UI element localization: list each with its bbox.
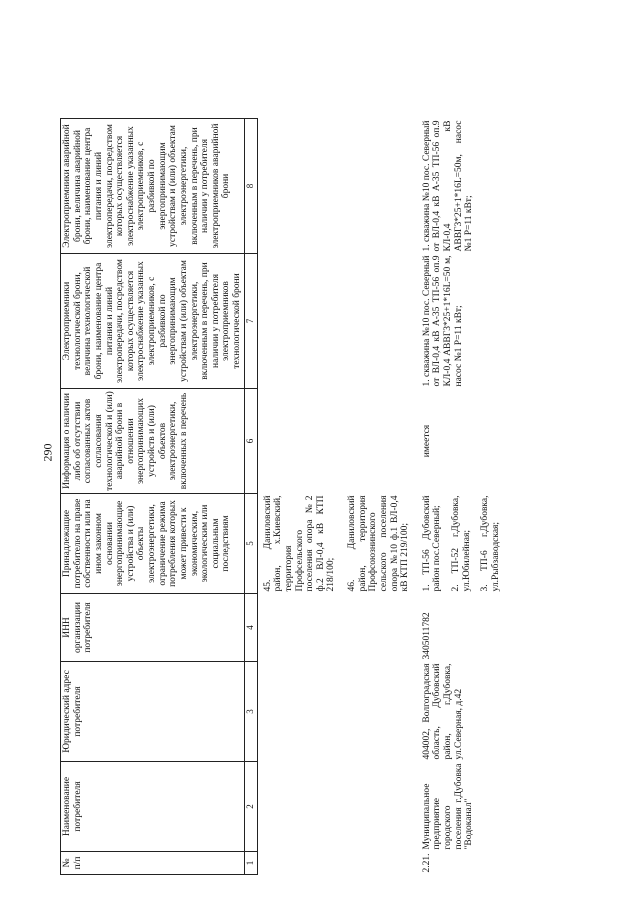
device-item: 2. ТП-52 г.Дубовка, ул.Юбилейная; [451,495,472,592]
header-col-3: Юридический адрес потребителя [61,662,245,762]
column-number: 8 [244,119,257,254]
header-col-4: ИНН организации потребителя [61,594,245,662]
continuation-row [257,119,412,875]
column-number: 7 [244,254,257,389]
header-col-1: № п/п [61,852,245,875]
device-item: 1. ТП-56 Дубовский район пос.Северный; [421,495,443,592]
devices-cell [412,494,503,594]
column-number: 3 [244,662,257,762]
column-number: 2 [244,762,257,852]
header-col-5: Принадлежащие потребителю на праве собственности или на ином законном основании энергопринимающие устройства и (или) объекты электроэнергетики, ограничение режима потребления которых может привести к экономическим, экологическим или социальным последствиям [61,494,245,594]
header-col-2: Наименование потребителя [61,762,245,852]
inn-value: 3405011782 [421,612,432,660]
column-number: 4 [244,594,257,662]
column-number: 1 [244,852,257,875]
header-col-7: Электроприемники технологической брони, величина технологической брони, наименование центра питания и линий электропередачи, посредством которых осуществляется электроснабжение указанных электроприемников, с разбивкой по энергопринимающим устройствам и (или) объектам электроэнергетики, включенным в перечень, при наличии у потребителя электроприемников технологической брони [61,254,245,389]
page-number: 290 [40,443,55,462]
consumer-name: Муниципальное предприятие городского поселения г.Дубовка "Водоканал" [421,763,475,850]
row-number: 2.21. [421,853,432,873]
header-row [61,119,245,875]
header-col-8: Электроприемники аварийной брони, величина аварийной брони, наименование центра питания и линий электропередачи, посредством которых осуществляется электроснабжение указанных электроприемников, с разбивкой по энергопринимающим устройствам и (или) объектам электроэнергетики, включенным в перечень, при наличии у потребителя электроприемников аварийной брони [61,119,245,254]
legal-address: 404002, Волгоградская область, Дубовский район, г.Дубовка, ул.Северная, д.42 [421,663,464,760]
device-entry-45: 45. Даниловский район, х.Киевский, территория Профсельского поселения опора №2 ф.2 ВЛ-0,4 кВ КТП 218/100; [262,495,337,592]
rotated-sheet [50,10,640,895]
tech-reserve: 1. скважина №10 пос. Северный от ВЛ-0,4 кВ А-35 ТП-56 оп.9 КЛ-0,4 АВВГ3*25+1*16L=50 м, насос №1 Р=11 кВт; [421,255,464,387]
table-row [412,119,503,875]
acts-status: имеется [421,424,432,458]
device-item: 3. ТП-6 г.Дубовка, ул.Рыбзаводская; [480,495,501,592]
device-entry-46: 46. Даниловский район, территория Профсоюзнинского сельского поселения опора №10 ф.1 ВЛ-0,4 кВ КТП 219/100; [347,495,411,592]
column-number: 5 [244,494,257,594]
column-number: 6 [244,389,257,494]
emergency-reserve: 1. скважина №10 пос. Северный от ВЛ-0,4 кВ А-35 ТП-56 оп.9 КЛ-0,4 кВ АВВГ3*25+1*16L=50м, насос №1 Р=11 кВт; [421,120,475,252]
reserve-table [60,118,503,875]
column-number-row [244,119,257,875]
header-col-6: Информация о наличии либо об отсутствии согласованных актов согласования технологической и (или) аварийной брони в отношении энергопринимающих устройств и (или) объектов электроэнергетики, включенных в перечень [61,389,245,494]
continuation-cell [257,494,412,594]
